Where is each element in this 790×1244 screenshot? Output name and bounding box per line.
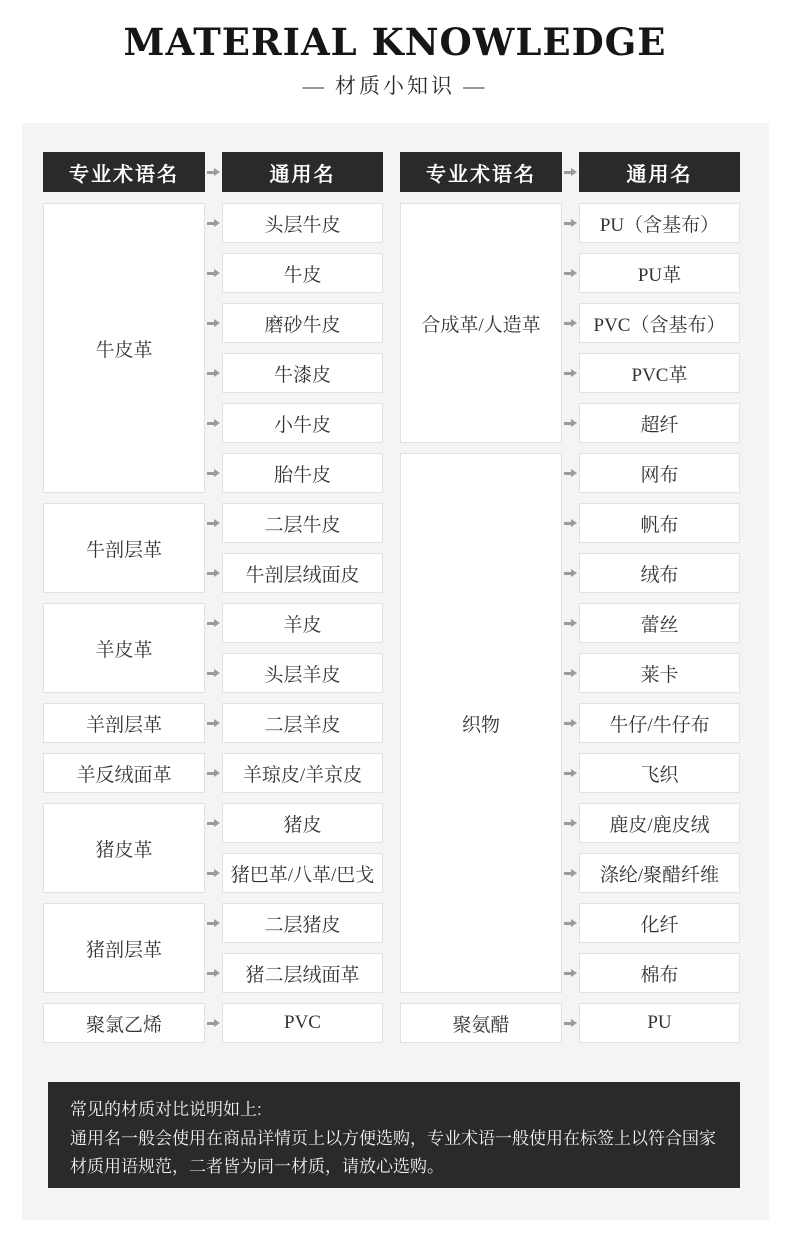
common-name-cell: 羊琼皮/羊京皮 [222, 753, 383, 793]
arrow-icon [562, 703, 579, 743]
arrow-icon [205, 553, 222, 593]
arrow-icon [562, 603, 579, 643]
arrow-icon [562, 303, 579, 343]
arrow-icon [562, 753, 579, 793]
common-name-cell: PU [579, 1003, 740, 1043]
common-name-cell: 鹿皮/鹿皮绒 [579, 803, 740, 843]
common-name-cell: 帆布 [579, 503, 740, 543]
common-name-cell: PU（含基布） [579, 203, 740, 243]
common-name-cell: 猪二层绒面革 [222, 953, 383, 993]
term-stack-left [43, 203, 205, 1053]
common-stack-left [222, 203, 383, 1053]
common-name-cell: 二层羊皮 [222, 703, 383, 743]
common-name-cell: 二层牛皮 [222, 503, 383, 543]
common-name-cell: 牛漆皮 [222, 353, 383, 393]
header-arrow-icon [562, 152, 579, 192]
arrow-icon [562, 403, 579, 443]
arrow-icon [205, 803, 222, 843]
arrow-icon [562, 1003, 579, 1043]
common-name-cell: 涤纶/聚醋纤维 [579, 853, 740, 893]
header-arrow-icon [205, 152, 222, 192]
term-cell: 合成革/人造革 [400, 203, 562, 443]
arrow-icon [205, 453, 222, 493]
common-name-cell: 磨砂牛皮 [222, 303, 383, 343]
arrow-icon [562, 853, 579, 893]
arrow-icon [562, 553, 579, 593]
page-subtitle: — 材质小知识 — [302, 73, 488, 98]
column-2 [400, 152, 740, 1053]
arrow-icon [562, 203, 579, 243]
header-common-right: 通用名 [579, 152, 740, 192]
arrow-icon [205, 903, 222, 943]
arrow-stack-right [562, 203, 579, 1053]
arrow-icon [205, 353, 222, 393]
arrow-icon [562, 503, 579, 543]
arrow-icon [205, 753, 222, 793]
material-map-panel [22, 123, 769, 1220]
arrow-icon [205, 403, 222, 443]
note-line1: 常见的材质对比说明如上: [70, 1100, 262, 1119]
common-name-cell: 胎牛皮 [222, 453, 383, 493]
header-term-right: 专业术语名 [400, 152, 562, 192]
common-name-cell: 牛皮 [222, 253, 383, 293]
arrow-icon [562, 803, 579, 843]
term-cell: 羊剖层革 [43, 703, 205, 743]
arrow-icon [205, 603, 222, 643]
term-cell: 织物 [400, 453, 562, 993]
arrow-icon [205, 503, 222, 543]
column-1 [43, 152, 383, 1053]
term-cell: 羊皮革 [43, 603, 205, 693]
arrow-icon [562, 253, 579, 293]
common-name-cell: 蕾丝 [579, 603, 740, 643]
note-line2: 通用名一般会使用在商品详情页上以方便选购，专业术语一般使用在标签上以符合国家材质用语规范，二者皆为同一材质，请放心选购。 [70, 1128, 716, 1177]
term-cell: 羊反绒面革 [43, 753, 205, 793]
term-cell: 聚氯乙烯 [43, 1003, 205, 1043]
arrow-icon [205, 203, 222, 243]
term-stack-right [400, 203, 562, 1053]
common-name-cell: 牛仔/牛仔布 [579, 703, 740, 743]
term-cell: 猪皮革 [43, 803, 205, 893]
arrow-icon [205, 303, 222, 343]
common-name-cell: 化纤 [579, 903, 740, 943]
common-name-cell: 飞织 [579, 753, 740, 793]
common-name-cell: 小牛皮 [222, 403, 383, 443]
term-cell: 聚氨醋 [400, 1003, 562, 1043]
common-name-cell: 莱卡 [579, 653, 740, 693]
common-name-cell: 头层牛皮 [222, 203, 383, 243]
common-name-cell: 绒布 [579, 553, 740, 593]
arrow-icon [205, 853, 222, 893]
term-cell: 牛剖层革 [43, 503, 205, 593]
common-name-cell: 牛剖层绒面皮 [222, 553, 383, 593]
arrow-icon [562, 453, 579, 493]
common-name-cell: 猪皮 [222, 803, 383, 843]
header-term-left: 专业术语名 [43, 152, 205, 192]
common-name-cell: 猪巴革/八革/巴戈 [222, 853, 383, 893]
arrow-icon [562, 353, 579, 393]
common-name-cell: PU革 [579, 253, 740, 293]
common-name-cell: 超纤 [579, 403, 740, 443]
term-cell: 牛皮革 [43, 203, 205, 493]
arrow-icon [562, 653, 579, 693]
common-name-cell: 羊皮 [222, 603, 383, 643]
arrow-icon [205, 703, 222, 743]
common-name-cell: PVC革 [579, 353, 740, 393]
title-block [0, 0, 790, 100]
arrow-icon [205, 953, 222, 993]
note-box [48, 1082, 740, 1188]
term-cell: 猪剖层革 [43, 903, 205, 993]
arrow-icon [205, 653, 222, 693]
arrow-stack-left [205, 203, 222, 1053]
arrow-icon [205, 1003, 222, 1043]
common-name-cell: 网布 [579, 453, 740, 493]
common-name-cell: 二层猪皮 [222, 903, 383, 943]
common-name-cell: PVC [222, 1003, 383, 1043]
header-common-left: 通用名 [222, 152, 383, 192]
common-name-cell: 头层羊皮 [222, 653, 383, 693]
arrow-icon [562, 903, 579, 943]
arrow-icon [205, 253, 222, 293]
page-title: MATERIAL KNOWLEDGE [123, 20, 667, 64]
arrow-icon [562, 953, 579, 993]
common-name-cell: PVC（含基布） [579, 303, 740, 343]
common-stack-right [579, 203, 740, 1053]
common-name-cell: 棉布 [579, 953, 740, 993]
